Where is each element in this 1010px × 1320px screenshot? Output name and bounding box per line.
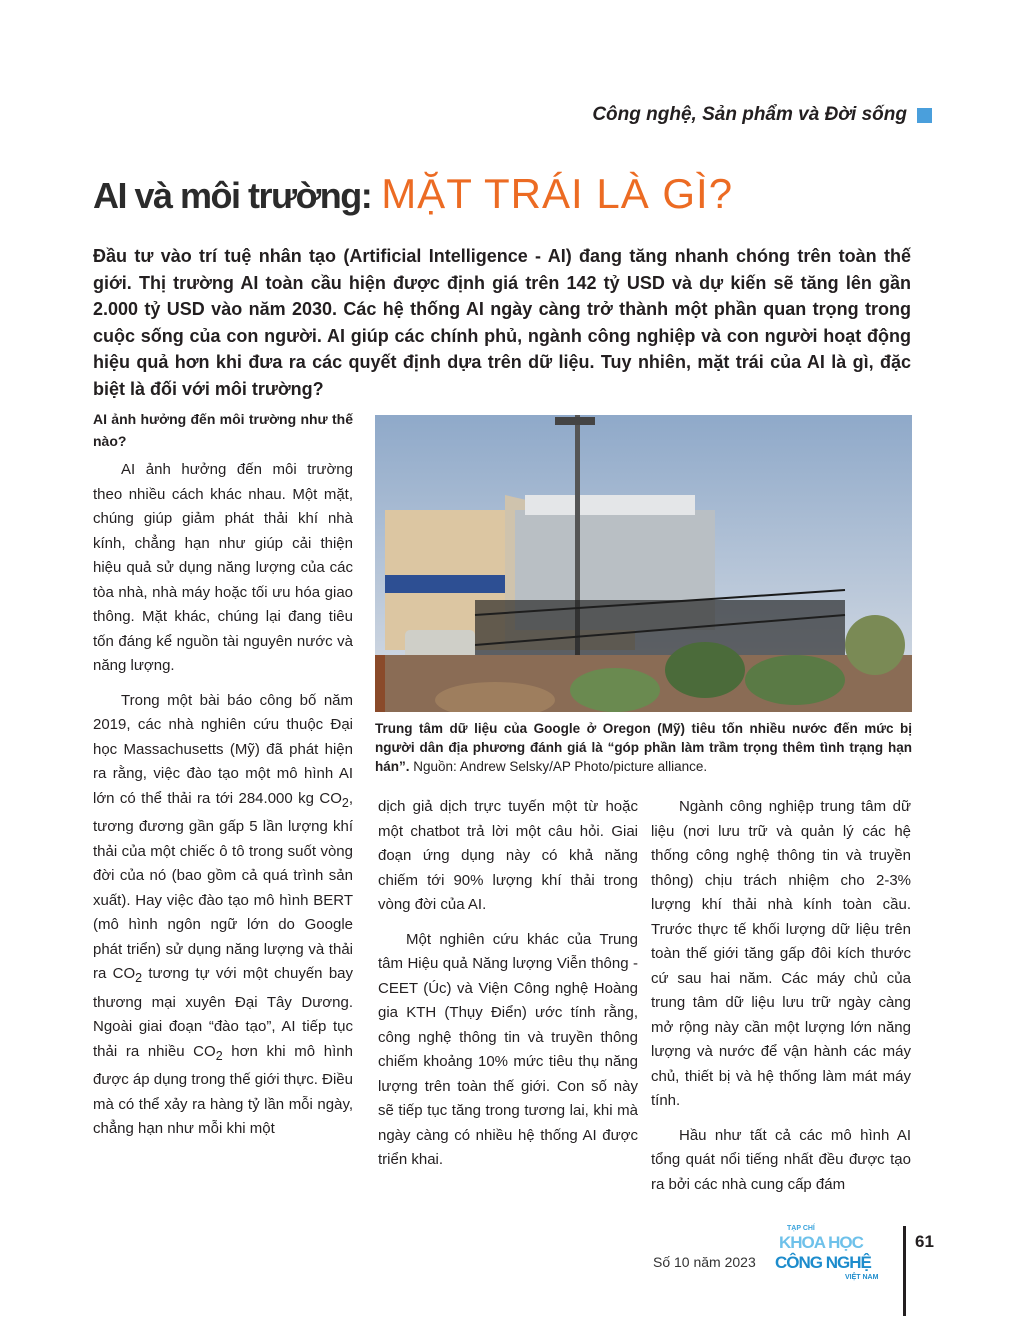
logo-line3: VIỆT NAM: [845, 1274, 879, 1281]
article-title: [93, 170, 733, 218]
lead-paragraph: Đầu tư vào trí tuệ nhân tạo (Artificial Intelligence - AI) đang tăng nhanh chóng trên toàn thế giới. Thị trường AI toàn cầu hiện được định giá trên 142 tỷ USD và dự kiến sẽ tăng lên gần 2.000 tỷ USD vào năm 2030. Các hệ thống AI ngày càng trở thành một phần quan trọng trong cuộc sống của con người. AI giúp các chính phủ, ngành công nghiệp và con người hoạt động hiệu quả hơn khi đưa ra các quyết định dựa trên dữ liệu. Tuy nhiên, mặt trái của AI là gì, đặc biệt là đối với môi trường?: [93, 246, 911, 399]
column-3: [651, 795, 911, 1207]
title-part1: AI và môi trường:: [93, 175, 372, 216]
logo-top: TẠP CHÍ: [787, 1225, 815, 1232]
magazine-logo: [775, 1224, 901, 1282]
paragraph: Một nghiên cứu khác của Trung tâm Hiệu quả Năng lượng Viễn thông - CEET (Úc) và Viện Công nghệ Hoàng gia KTH (Thụy Điển) ước tính rằng, công nghệ thông tin và truyền thông chiếm khoảng 10% mức tiêu thụ năng lượng trên toàn thế giới. Con số này sẽ tiếp tục tăng trong tương lai, khi mà ngày càng có nhiều hệ thống AI được triển khai.: [378, 930, 638, 1168]
caption-source: Nguồn: Andrew Selsky/AP Photo/picture alliance.: [409, 759, 708, 774]
paragraph: dịch giả dịch trực tuyến một từ hoặc một chatbot trả lời một câu hỏi. Giai đoạn ứng dụng này có khả năng chiếm tới 90% lượng khí thải trong vòng đời của AI.: [378, 798, 638, 913]
subscript: 2: [215, 1048, 223, 1063]
column-2: [378, 795, 638, 1183]
subscript: 2: [135, 971, 143, 985]
title-part2: MẶT TRÁI LÀ GÌ?: [381, 170, 734, 217]
page-number: 61: [915, 1232, 934, 1251]
paragraph: AI ảnh hưởng đến môi trường theo nhiều cách khác nhau. Một mặt, chúng giúp giảm phát thải khí nhà kính, chẳng hạn như giúp cải thiện hiệu quả sử dụng năng lượng của các tòa nhà, nhà máy hoặc tối ưu hóa giao thông. Mặt khác, chúng lại đang tiêu tốn đáng kể nguồn tài nguyên nước và năng lượng.: [93, 461, 353, 674]
caption-text: Trung tâm dữ liệu của Google ở Oregon (Mỹ) tiêu tốn nhiều nước đến mức bị người dân địa phương đánh giá là “góp phần làm trầm trọng thêm tình trạng hạn hán”.: [375, 721, 912, 774]
logo-line2: CÔNG NGHỆ: [775, 1253, 871, 1272]
photo-caption: [375, 719, 912, 776]
text: Trong một bài báo công bố năm 2019, các nhà nghiên cứu thuộc Đại học Massachusetts (Mỹ) đã phát hiện ra rằng, việc đào tạo một mô hình AI lớn có thể thải ra tới 284.000 kg CO: [93, 691, 353, 807]
datacenter-photo: [375, 415, 912, 712]
text: , tương đương gần gấp 5 lần lượng khí thải của một chiếc ô tô trong suốt vòng đời của nó (bao gồm cả quá trình sản xuất). Hay việc đào tạo mô hình BERT (mô hình ngôn ngữ lớn do Google phát triển) sử dụng năng lượng và thải ra CO: [93, 789, 353, 982]
section-header: [592, 104, 932, 126]
subheading: AI ảnh hưởng đến môi trường như thế nào?: [93, 411, 353, 449]
text: tương tự với một chuyến bay thương mại xuyên Đại Tây Dương. Ngoài giai đoạn “đào tạo”, AI tiếp tục thải ra nhiều CO: [93, 965, 354, 1060]
paragraph: Hầu như tất cả các mô hình AI tổng quát nổi tiếng nhất đều được tạo ra bởi các nhà cung cấp đám: [651, 1126, 911, 1193]
section-label: Công nghệ, Sản phẩm và Đời sống: [592, 104, 907, 125]
column-1: [93, 408, 353, 1152]
issue-number: Số 10 năm 2023: [653, 1254, 756, 1270]
logo-line1: KHOA HỌC: [779, 1233, 863, 1252]
subscript: 2: [341, 795, 349, 810]
footer-divider: [903, 1226, 906, 1316]
text: hơn khi mô hình được áp dụng trong thế giới thực. Điều mà có thể xảy ra hàng tỷ lần mỗi ngày, chẳng hạn như mỗi khi một: [93, 1042, 353, 1137]
section-square-icon: [917, 108, 932, 123]
paragraph: Ngành công nghiệp trung tâm dữ liệu (nơi lưu trữ và quản lý các hệ thống công nghệ thông tin và truyền thông) chịu trách nhiệm cho 2-3% lượng khí thải nhà kính toàn cầu. Trước thực tế khối lượng dữ liệu trên toàn thế giới tăng gấp đôi kích thước cứ sau hai năm. Các máy chủ của trung tâm dữ liệu lưu trữ ngày càng mở rộng này cần một lượng lớn năng lượng và nước để vận hành các máy chủ, thiết bị và hệ thống làm mát máy tính.: [651, 798, 911, 1109]
paragraph: [93, 689, 353, 1142]
